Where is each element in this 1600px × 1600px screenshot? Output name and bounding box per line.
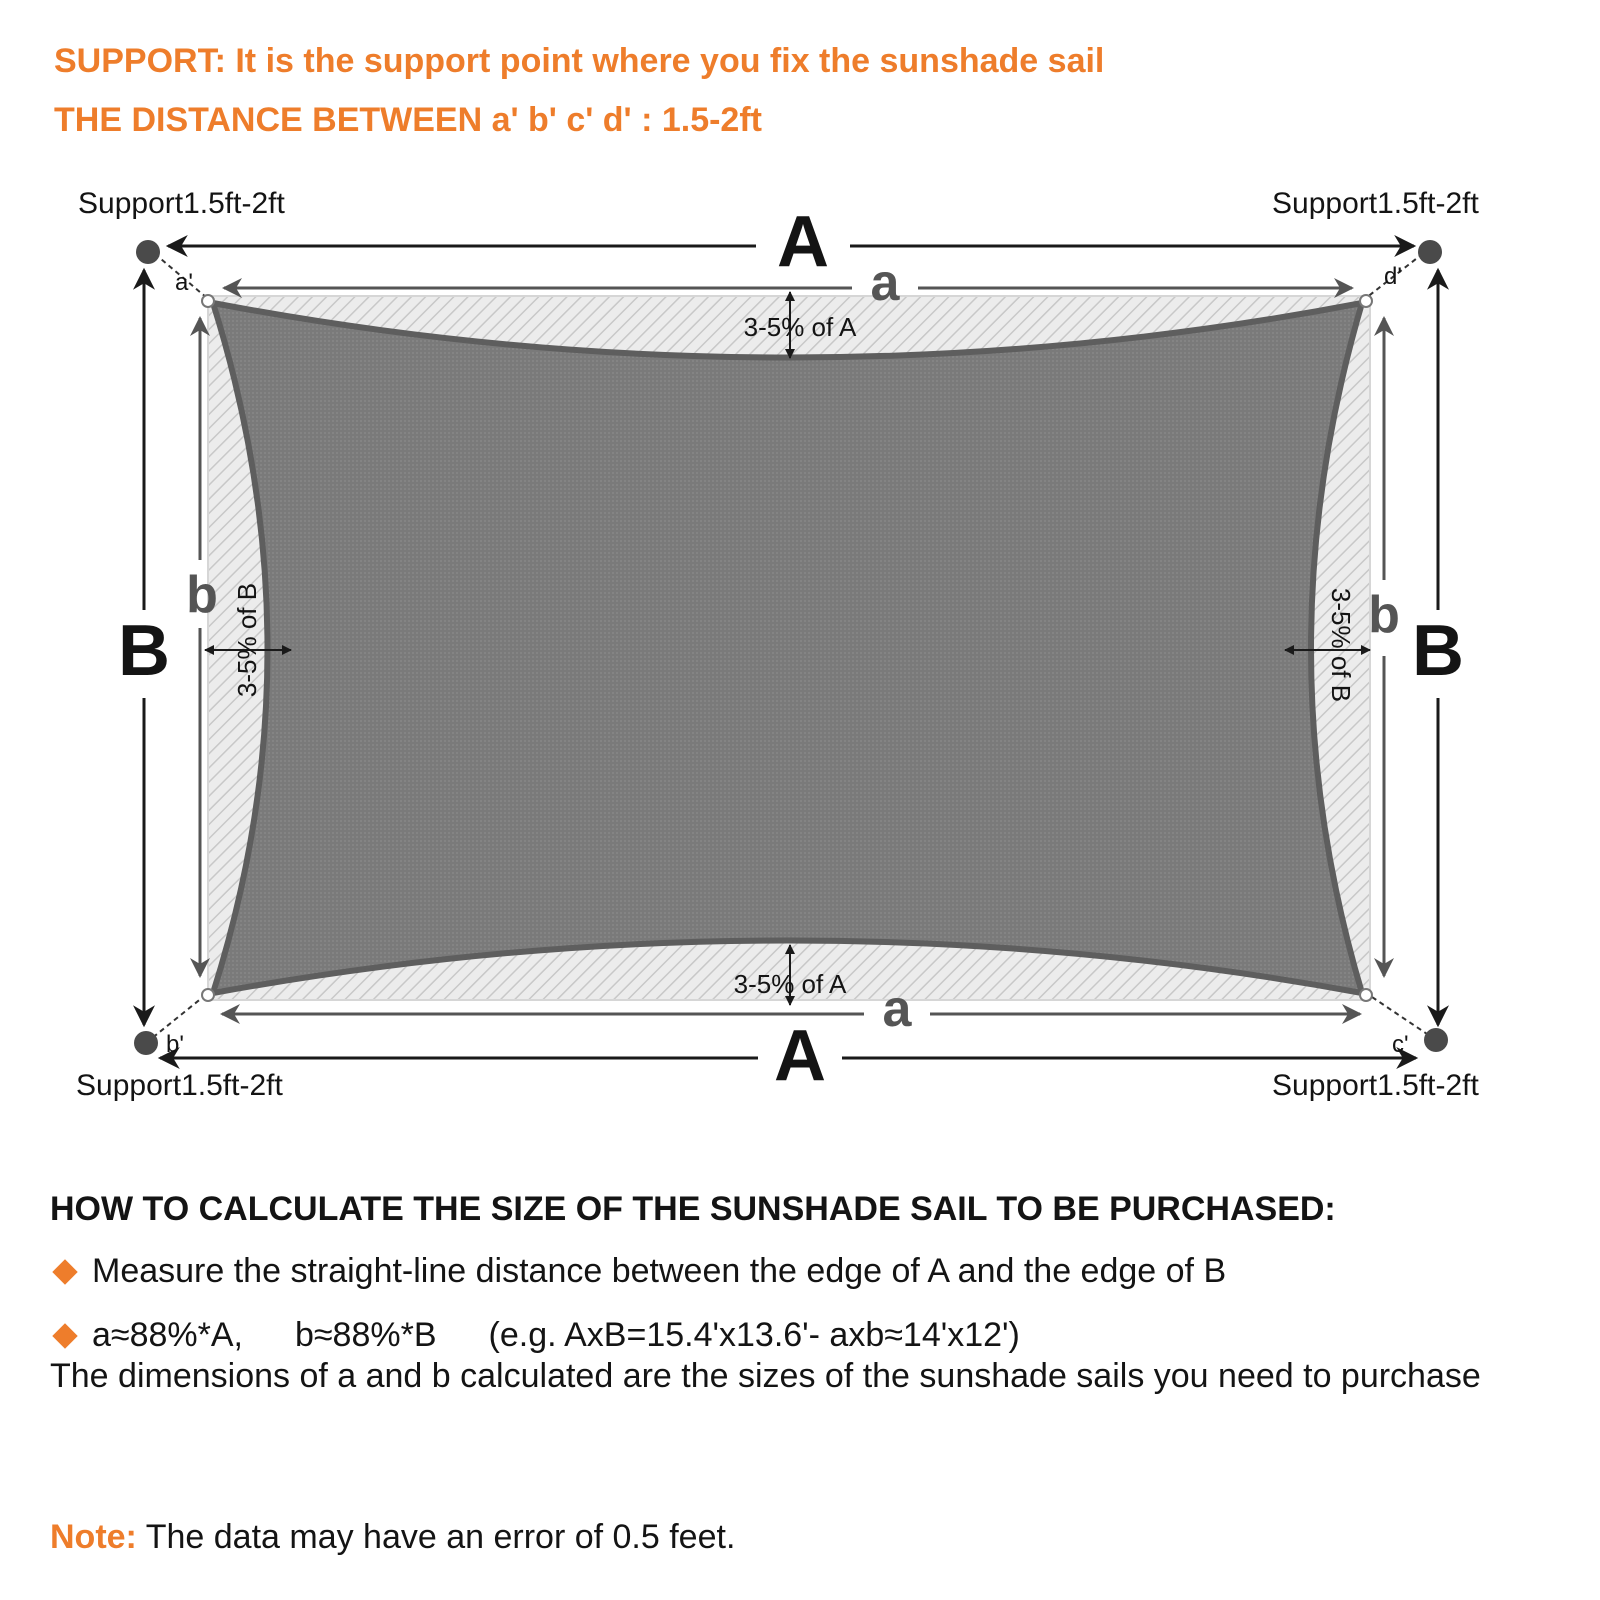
note-text: The data may have an error of 0.5 feet. — [136, 1518, 736, 1556]
shade-sail — [213, 303, 1362, 993]
support-label-top-right: Support1.5ft-2ft — [1272, 187, 1479, 220]
formula-a: a≈88%*A, — [92, 1316, 243, 1354]
diamond-bullet-icon — [52, 1323, 77, 1348]
formula-example: (e.g. AxB=15.4'x13.6'- axb≈14'x12') — [488, 1316, 1020, 1354]
label-a-top: a — [870, 254, 900, 312]
formula-b: b≈88%*B — [294, 1316, 437, 1354]
sag-label-top: 3-5% of A — [743, 312, 857, 342]
support-label-bottom-left: Support1.5ft-2ft — [76, 1069, 283, 1102]
label-a-bottom: a — [882, 980, 912, 1038]
sag-label-bottom: 3-5% of A — [733, 969, 847, 999]
note-line — [50, 1518, 735, 1557]
d-ring-d — [1360, 295, 1372, 307]
support-post-top-left — [136, 240, 160, 264]
label-B-right: B — [1412, 611, 1464, 691]
diamond-bullet-icon — [52, 1259, 77, 1284]
dimensions-paragraph: The dimensions of a and b calculated are the sizes of the sunshade sails you need to purchase — [50, 1357, 1481, 1395]
support-post-bottom-right — [1424, 1028, 1448, 1052]
label-A-top: A — [777, 202, 829, 282]
support-label-top-left: Support1.5ft-2ft — [78, 187, 285, 220]
corner-label-b: b' — [166, 1031, 184, 1058]
d-ring-a — [202, 295, 214, 307]
d-ring-c — [1360, 989, 1372, 1001]
sag-label-right: 3-5% of B — [1326, 587, 1356, 703]
support-post-bottom-left — [134, 1031, 158, 1055]
bullet-measure — [50, 1252, 1226, 1291]
d-ring-b — [202, 989, 214, 1001]
bullet-measure-text: Measure the straight-line distance between the edge of A and the edge of B — [92, 1252, 1227, 1290]
sag-label-left: 3-5% of B — [232, 582, 262, 698]
label-b-right: b — [1368, 586, 1400, 644]
label-b-left: b — [186, 566, 218, 624]
corner-label-a: a' — [175, 269, 193, 296]
header-support-line: SUPPORT: It is the support point where you fix the sunshade sail — [54, 42, 1105, 80]
header-distance-line: THE DISTANCE BETWEEN a' b' c' d' : 1.5-2ft — [54, 101, 762, 139]
label-B-left: B — [118, 611, 170, 691]
note-label: Note: — [50, 1518, 137, 1556]
corner-label-d: d' — [1384, 263, 1402, 290]
support-post-top-right — [1418, 240, 1442, 264]
calculation-title: HOW TO CALCULATE THE SIZE OF THE SUNSHADE SAIL TO BE PURCHASED: — [50, 1190, 1336, 1228]
support-label-bottom-right: Support1.5ft-2ft — [1272, 1069, 1479, 1102]
bullet-formula — [50, 1316, 1020, 1355]
corner-label-c: c' — [1392, 1031, 1409, 1058]
label-A-bottom: A — [774, 1016, 826, 1096]
